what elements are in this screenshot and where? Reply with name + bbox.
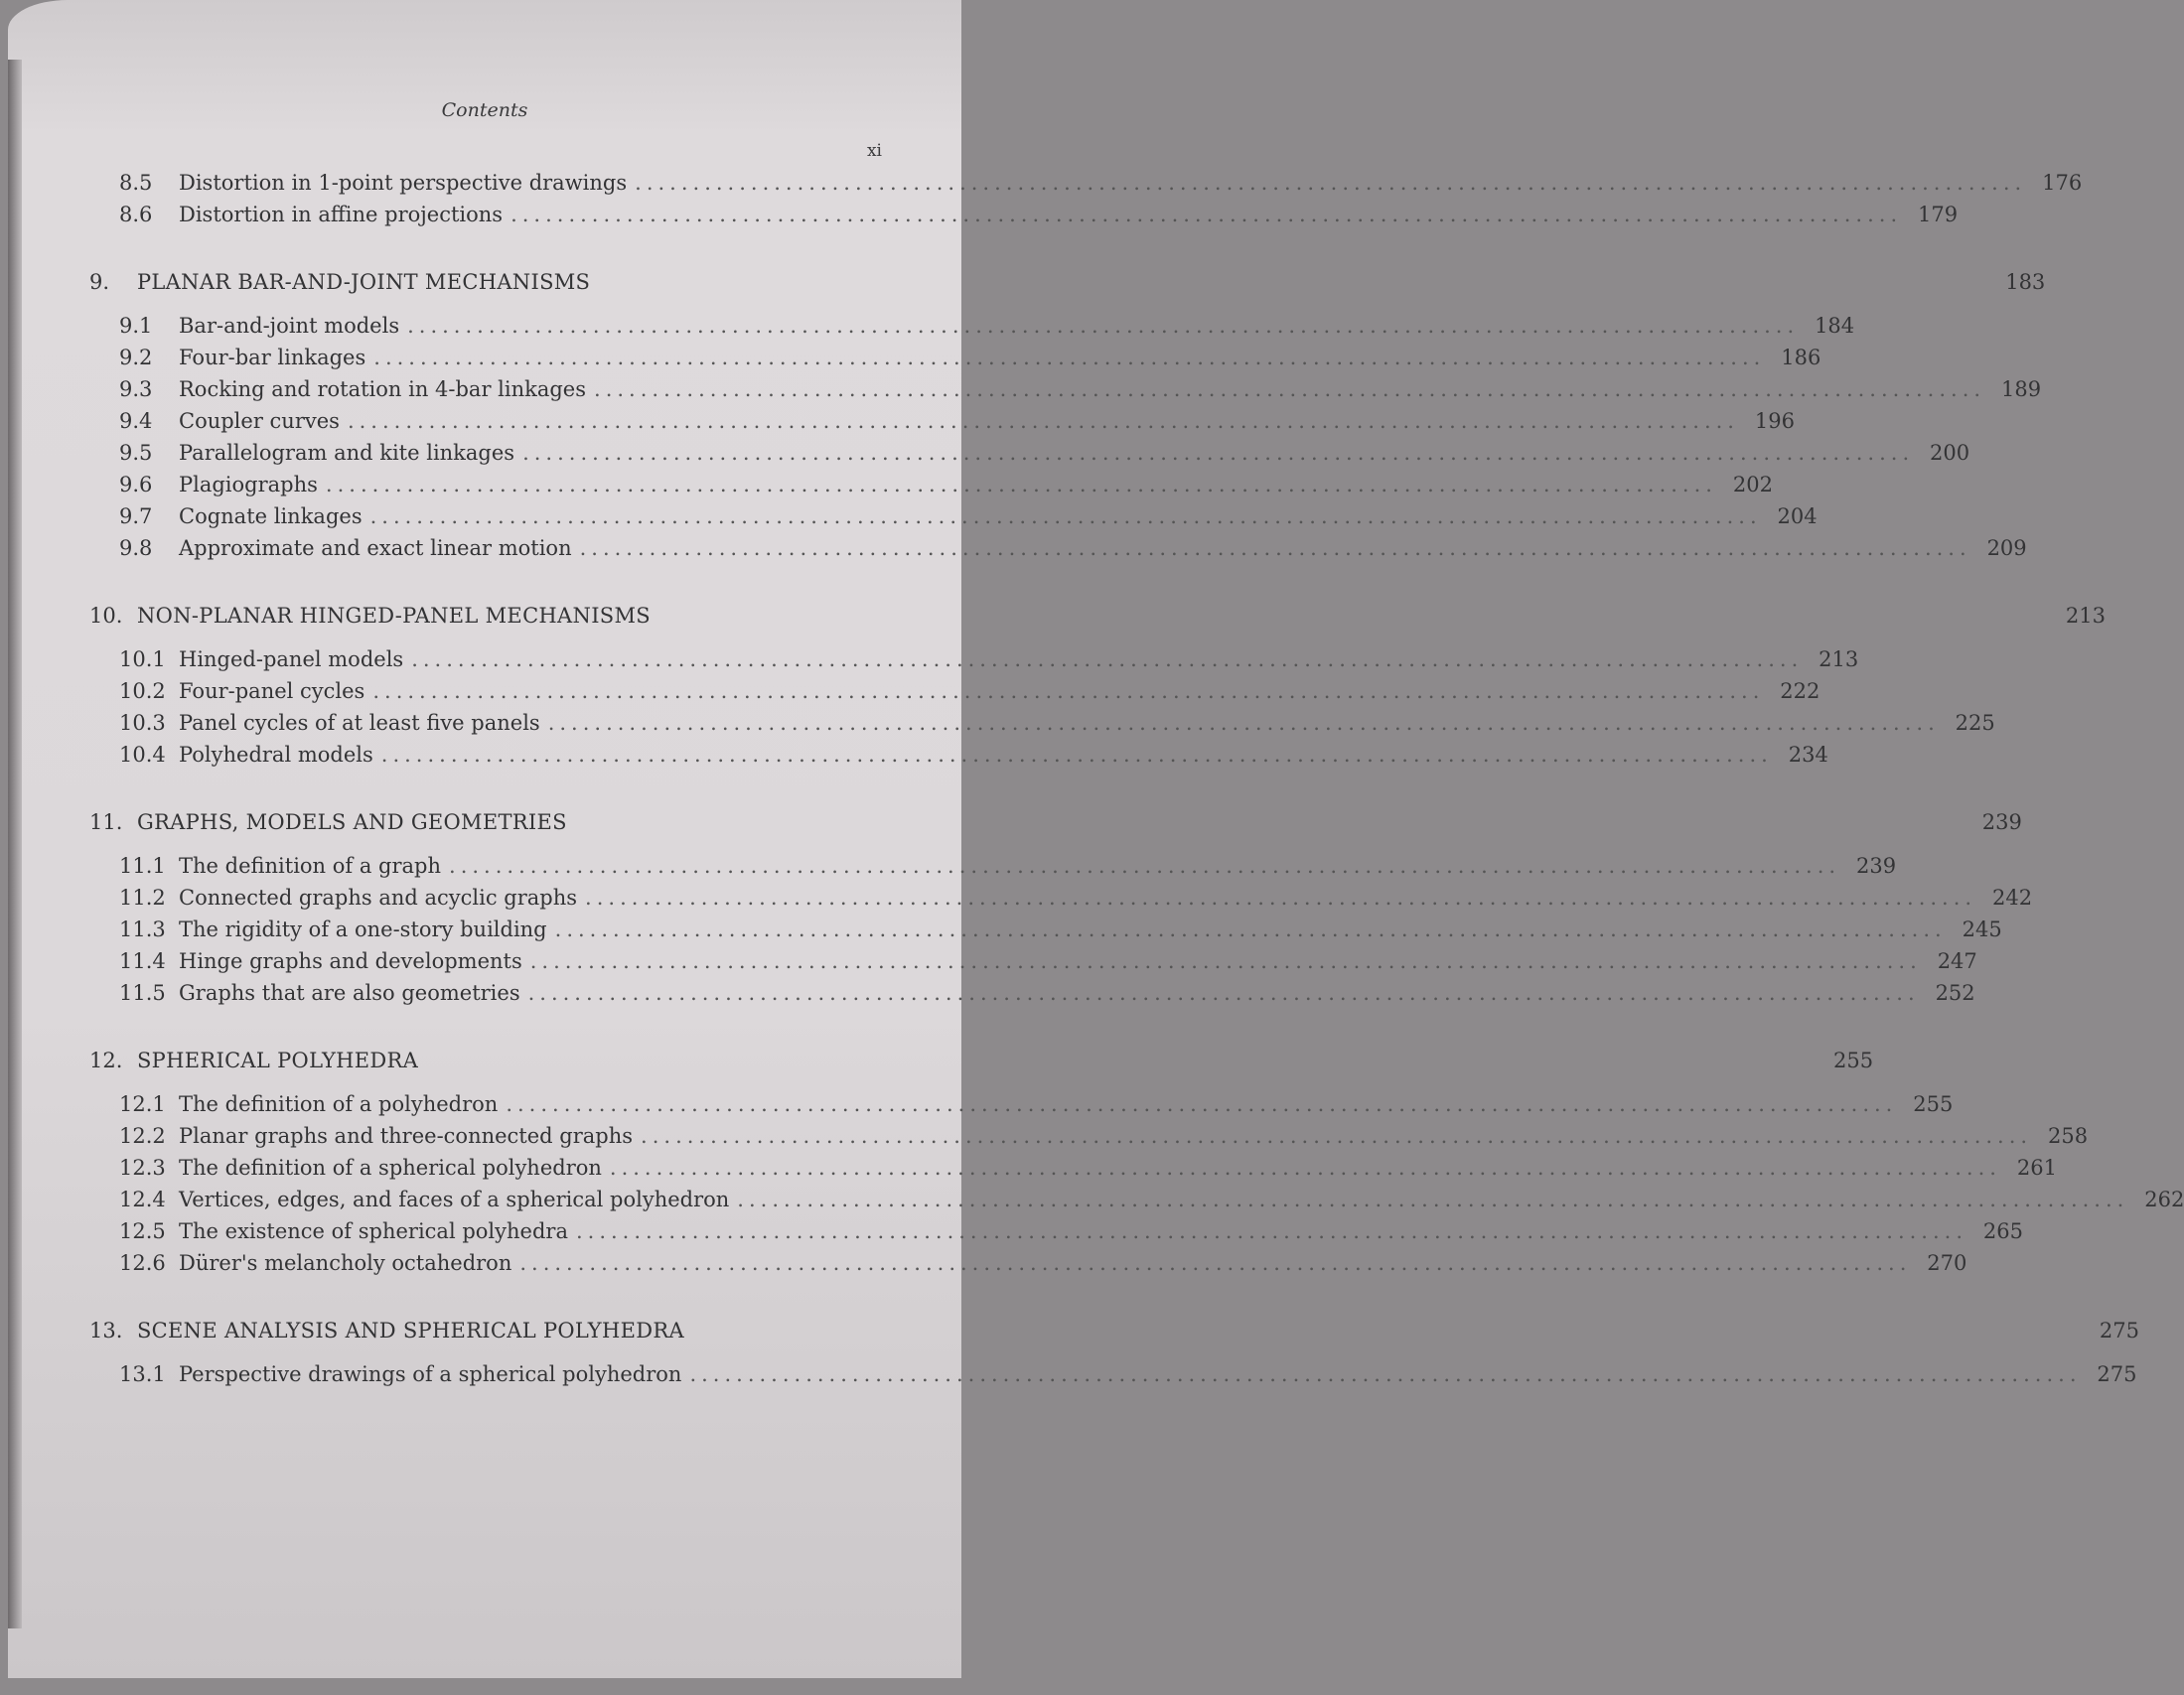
dot-leader: ........................................................................................................................ <box>369 504 1762 528</box>
entry-page: 183 <box>2005 270 2046 294</box>
entry-number: 9. <box>89 270 110 294</box>
toc-section-entry <box>119 711 1995 743</box>
entry-page: 242 <box>1992 886 2033 910</box>
dot-leader: ........................................................................................................................ <box>372 679 1765 703</box>
entry-page: 213 <box>2065 604 2107 628</box>
toc-section-entry <box>119 1092 1954 1124</box>
dot-leader: ........................................................................................................................ <box>522 441 1915 465</box>
toc-section-entry <box>119 314 1855 346</box>
toc-chapter-entry <box>89 270 2046 314</box>
entry-page: 245 <box>1962 918 2002 941</box>
toc-section-entry <box>119 1251 1967 1283</box>
dot-leader: ........................................................................................................................ <box>506 1092 1898 1116</box>
entry-page: 275 <box>2099 1319 2139 1342</box>
entry-title: Bar-and-joint models <box>179 314 400 338</box>
entry-number: 9.5 <box>119 441 153 465</box>
toc-section-entry <box>119 203 1959 234</box>
entry-page: 265 <box>1982 1219 2024 1243</box>
entry-page: 176 <box>2042 171 2083 195</box>
dot-leader: ........................................................................................................................ <box>519 1251 1912 1275</box>
toc-chapter-entry <box>89 1319 2139 1362</box>
entry-title: Parallelogram and kite linkages <box>179 441 515 465</box>
toc-section-entry <box>119 536 2027 568</box>
toc-section-entry <box>119 647 1859 679</box>
entry-title: Distortion in affine projections <box>179 203 504 226</box>
toc-section-entry <box>119 377 2042 409</box>
entry-number: 12.1 <box>119 1092 166 1116</box>
entry-title: The definition of a polyhedron <box>179 1092 499 1116</box>
entry-title: Graphs that are also geometries <box>179 981 520 1005</box>
entry-number: 12.6 <box>119 1251 166 1275</box>
entry-number: 9.1 <box>119 314 153 338</box>
entry-page: 179 <box>1918 203 1959 226</box>
entry-number: 9.4 <box>119 409 153 433</box>
entry-title: SCENE ANALYSIS AND SPHERICAL POLYHEDRA <box>137 1319 684 1342</box>
dot-leader: ........................................................................................................................ <box>325 473 1717 496</box>
entry-number: 11.4 <box>119 949 166 973</box>
entry-number: 8.5 <box>119 171 153 195</box>
toc-section-entry <box>119 473 1773 504</box>
entry-number: 11.3 <box>119 918 166 941</box>
entry-number: 10.1 <box>119 647 166 671</box>
entry-page: 252 <box>1935 981 1975 1005</box>
entry-number: 11.1 <box>119 854 166 878</box>
entry-page: 209 <box>1986 536 2027 560</box>
entry-title: NON-PLANAR HINGED-PANEL MECHANISMS <box>137 604 651 628</box>
entry-title: Connected graphs and acyclic graphs <box>179 886 578 910</box>
entry-title: SPHERICAL POLYHEDRA <box>137 1049 419 1072</box>
table-of-contents <box>89 171 2184 1394</box>
toc-section-entry <box>119 441 1970 473</box>
entry-number: 10.3 <box>119 711 166 735</box>
toc-section-entry <box>119 346 1821 377</box>
toc-section-entry <box>119 981 1975 1013</box>
dot-leader: ........................................................................................................................ <box>407 314 1800 338</box>
toc-section-entry <box>119 171 2083 203</box>
toc-section-entry <box>119 1362 2137 1394</box>
entry-title: Polyhedral models <box>179 743 373 767</box>
running-title: Contents <box>441 99 528 121</box>
dot-leader: ........................................................................................................................ <box>373 346 1766 369</box>
entry-page: 189 <box>2000 377 2042 401</box>
dot-leader: ........................................................................................................................ <box>585 886 1977 910</box>
toc-section-entry <box>119 1124 2089 1156</box>
entry-title: Planar graphs and three-connected graphs <box>179 1124 634 1148</box>
toc-section-entry <box>119 679 1820 711</box>
dot-leader: ........................................................................................................................ <box>510 203 1903 226</box>
dot-leader: ........................................................................................................................ <box>737 1188 2129 1211</box>
entry-number: 12.4 <box>119 1188 166 1211</box>
dot-leader: ........................................................................................................................ <box>579 536 1971 560</box>
toc-section-entry <box>119 409 1795 441</box>
page-edge <box>8 60 22 1628</box>
dot-leader: ........................................................................................................................ <box>527 981 1920 1005</box>
dot-leader: ........................................................................................................................ <box>554 918 1947 941</box>
entry-page: 261 <box>2016 1156 2057 1180</box>
entry-number: 10.4 <box>119 743 166 767</box>
toc-chapter-entry <box>89 604 2107 647</box>
entry-title: Rocking and rotation in 4-bar linkages <box>179 377 587 401</box>
entry-title: The definition of a graph <box>179 854 442 878</box>
entry-number: 13.1 <box>119 1362 166 1386</box>
entry-number: 12. <box>89 1049 123 1072</box>
entry-number: 11.5 <box>119 981 166 1005</box>
entry-number: 12.3 <box>119 1156 166 1180</box>
toc-section-entry <box>119 854 1897 886</box>
dot-leader: ........................................................................................................................ <box>411 647 1804 671</box>
entry-title: Cognate linkages <box>179 504 363 528</box>
dot-leader: ........................................................................................................................ <box>380 743 1773 767</box>
toc-section-entry <box>119 918 2002 949</box>
entry-number: 9.6 <box>119 473 153 496</box>
entry-title: The existence of spherical polyhedra <box>179 1219 568 1243</box>
dot-leader: ........................................................................................................................ <box>449 854 1841 878</box>
entry-number: 11.2 <box>119 886 166 910</box>
entry-page: 258 <box>2048 1124 2089 1148</box>
entry-number: 12.2 <box>119 1124 166 1148</box>
entry-title: GRAPHS, MODELS AND GEOMETRIES <box>137 810 567 834</box>
entry-page: 255 <box>1913 1092 1954 1116</box>
entry-page: 275 <box>2097 1362 2137 1386</box>
entry-number: 13. <box>89 1319 123 1342</box>
entry-page: 186 <box>1781 346 1821 369</box>
dot-leader: ........................................................................................................................ <box>689 1362 2082 1386</box>
dot-leader: ........................................................................................................................ <box>641 1124 2033 1148</box>
toc-section-entry <box>119 1219 2024 1251</box>
toc-section-entry <box>119 1188 2184 1219</box>
page-number: xi <box>866 141 882 161</box>
book-page <box>8 0 2184 1678</box>
entry-page: 204 <box>1777 504 1818 528</box>
entry-page: 247 <box>1937 949 1977 973</box>
dot-leader: ........................................................................................................................ <box>347 409 1739 433</box>
entry-number: 9.2 <box>119 346 153 369</box>
entry-page: 239 <box>1855 854 1897 878</box>
dot-leader: ........................................................................................................................ <box>609 1156 2001 1180</box>
toc-section-entry <box>119 886 2033 918</box>
dot-leader: ........................................................................................................................ <box>547 711 1940 735</box>
entry-page: 200 <box>1930 441 1970 465</box>
entry-number: 12.5 <box>119 1219 166 1243</box>
dot-leader: ........................................................................................................................ <box>575 1219 1968 1243</box>
entry-title: Distortion in 1-point perspective drawings <box>179 171 628 195</box>
toc-section-entry <box>119 1156 2057 1188</box>
entry-page: 196 <box>1754 409 1795 433</box>
entry-title: PLANAR BAR-AND-JOINT MECHANISMS <box>137 270 591 294</box>
entry-title: Coupler curves <box>179 409 340 433</box>
entry-title: Hinge graphs and developments <box>179 949 522 973</box>
entry-number: 10. <box>89 604 123 628</box>
toc-chapter-entry <box>89 1049 1874 1092</box>
entry-number: 9.8 <box>119 536 153 560</box>
entry-page: 184 <box>1815 314 1855 338</box>
dot-leader: ........................................................................................................................ <box>529 949 1922 973</box>
entry-page: 270 <box>1927 1251 1967 1275</box>
entry-title: Approximate and exact linear motion <box>179 536 572 560</box>
entry-page: 234 <box>1788 743 1828 767</box>
entry-title: Plagiographs <box>179 473 318 496</box>
entry-number: 9.7 <box>119 504 153 528</box>
dot-leader: ........................................................................................................................ <box>594 377 1986 401</box>
dot-leader: ........................................................................................................................ <box>635 171 2027 195</box>
entry-title: The definition of a spherical polyhedron <box>179 1156 602 1180</box>
entry-page: 213 <box>1819 647 1859 671</box>
toc-section-entry <box>119 743 1828 775</box>
entry-title: Hinged-panel models <box>179 647 404 671</box>
toc-section-entry <box>119 949 1977 981</box>
entry-title: Four-bar linkages <box>179 346 366 369</box>
toc-section-entry <box>119 504 1818 536</box>
entry-page: 255 <box>1833 1049 1874 1072</box>
entry-number: 9.3 <box>119 377 153 401</box>
entry-number: 8.6 <box>119 203 153 226</box>
entry-title: Perspective drawings of a spherical polyhedron <box>179 1362 682 1386</box>
entry-number: 11. <box>89 810 123 834</box>
entry-title: Dürer's melancholy octahedron <box>179 1251 512 1275</box>
entry-page: 202 <box>1732 473 1773 496</box>
entry-page: 239 <box>1981 810 2022 834</box>
entry-title: Vertices, edges, and faces of a spherical polyhedron <box>179 1188 730 1211</box>
toc-chapter-entry <box>89 810 2022 854</box>
entry-page: 225 <box>1955 711 1995 735</box>
entry-title: Four-panel cycles <box>179 679 365 703</box>
entry-title: Panel cycles of at least five panels <box>179 711 540 735</box>
entry-page: 222 <box>1780 679 1820 703</box>
entry-number: 10.2 <box>119 679 166 703</box>
entry-page: 262 <box>2144 1188 2184 1211</box>
entry-title: The rigidity of a one-story building <box>179 918 547 941</box>
